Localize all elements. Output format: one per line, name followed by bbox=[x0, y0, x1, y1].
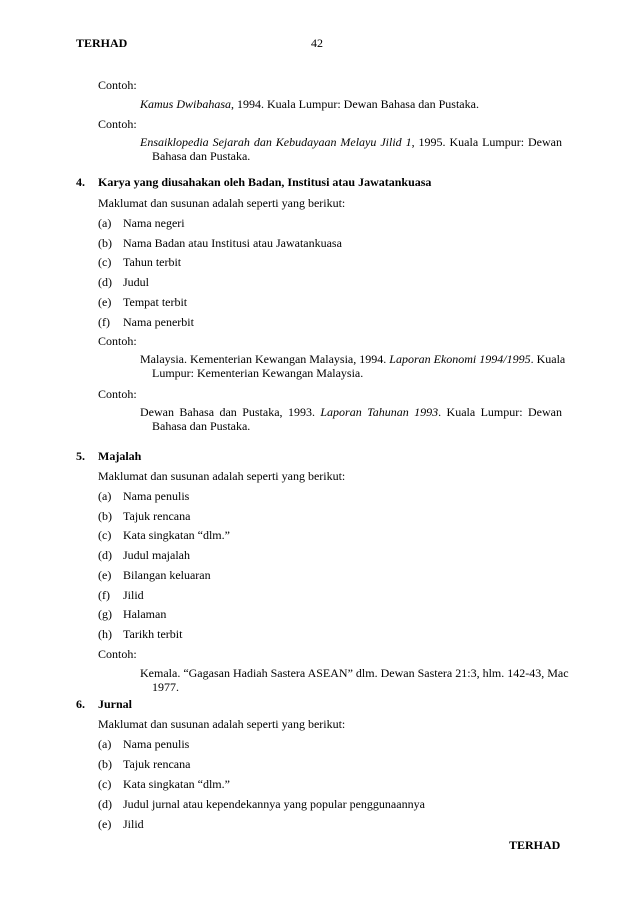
list-item-text: Tajuk rencana bbox=[123, 757, 191, 771]
list-item-text: Kata singkatan “dlm.” bbox=[123, 777, 230, 791]
reference-continuation: Lumpur: Kementerian Kewangan Malaysia. bbox=[152, 366, 364, 380]
list-item-letter: (c) bbox=[98, 528, 112, 542]
example-label: Contoh: bbox=[98, 387, 137, 401]
list-item-letter: (d) bbox=[98, 548, 112, 562]
list-item-letter: (h) bbox=[98, 627, 112, 641]
list-item-text: Judul jurnal atau kependekannya yang popular penggunaannya bbox=[123, 797, 425, 811]
reference-entry bbox=[140, 405, 562, 433]
reference-continuation: Bahasa dan Pustaka. bbox=[152, 149, 251, 163]
list-item-text: Nama penerbit bbox=[123, 315, 194, 329]
list-item-text: Nama penulis bbox=[123, 489, 190, 503]
section-number: 6. bbox=[76, 697, 85, 711]
list-item-letter: (b) bbox=[98, 509, 112, 523]
reference-entry bbox=[140, 97, 479, 111]
list-item-letter: (a) bbox=[98, 737, 112, 751]
reference-title: Laporan Ekonomi 1994/1995 bbox=[389, 352, 531, 366]
reference-continuation: 1977. bbox=[152, 680, 179, 694]
reference-details: , 1995. Kuala Lumpur: Dewan bbox=[411, 135, 563, 149]
reference-continuation: Bahasa dan Pustaka. bbox=[152, 419, 251, 433]
list-item-letter: (d) bbox=[98, 797, 112, 811]
list-item-text: Tarikh terbit bbox=[123, 627, 183, 641]
section-intro: Maklumat dan susunan adalah seperti yang berikut: bbox=[98, 717, 346, 731]
section-heading: Karya yang diusahakan oleh Badan, Institusi atau Jawatankuasa bbox=[98, 175, 432, 189]
example-label: Contoh: bbox=[98, 647, 137, 661]
list-item-text: Nama Badan atau Institusi atau Jawatankuasa bbox=[123, 236, 342, 250]
section-number: 5. bbox=[76, 449, 85, 463]
list-item-letter: (c) bbox=[98, 255, 112, 269]
list-item-letter: (d) bbox=[98, 275, 112, 289]
section-heading: Majalah bbox=[98, 449, 142, 463]
list-item-letter: (a) bbox=[98, 489, 112, 503]
list-item-letter: (e) bbox=[98, 817, 112, 831]
list-item-text: Judul majalah bbox=[123, 548, 190, 562]
list-item-letter: (e) bbox=[98, 295, 112, 309]
reference-details: . Kuala bbox=[530, 352, 566, 366]
reference-title: Kamus Dwibahasa bbox=[140, 97, 232, 111]
reference-author: Dewan Bahasa dan Pustaka, 1993. bbox=[140, 405, 321, 419]
header-classification: TERHAD bbox=[76, 36, 128, 50]
list-item-letter: (f) bbox=[98, 588, 110, 602]
page-number: 42 bbox=[311, 36, 323, 50]
list-item-text: Nama penulis bbox=[123, 737, 190, 751]
list-item-text: Tahun terbit bbox=[123, 255, 182, 269]
example-label: Contoh: bbox=[98, 334, 137, 348]
section-heading: Jurnal bbox=[98, 697, 133, 711]
section-intro: Maklumat dan susunan adalah seperti yang berikut: bbox=[98, 196, 346, 210]
reference-entry bbox=[140, 352, 566, 380]
list-item-letter: (c) bbox=[98, 777, 112, 791]
reference-text: Kemala. “Gagasan Hadiah Sastera ASEAN” dlm. Dewan Sastera 21:3, hlm. 142-43, Mac bbox=[140, 666, 569, 680]
list-item-text: Judul bbox=[123, 275, 150, 289]
list-item-text: Tempat terbit bbox=[123, 295, 188, 309]
list-item-text: Kata singkatan “dlm.” bbox=[123, 528, 230, 542]
list-item-letter: (f) bbox=[98, 315, 110, 329]
reference-details: . Kuala Lumpur: Dewan bbox=[438, 405, 562, 419]
list-item-letter: (b) bbox=[98, 236, 112, 250]
list-item-letter: (e) bbox=[98, 568, 112, 582]
example-label: Contoh: bbox=[98, 117, 137, 131]
list-item-text: Jilid bbox=[123, 817, 144, 831]
list-item-text: Jilid bbox=[123, 588, 144, 602]
example-label: Contoh: bbox=[98, 78, 137, 92]
list-item-letter: (b) bbox=[98, 757, 112, 771]
section-intro: Maklumat dan susunan adalah seperti yang berikut: bbox=[98, 469, 346, 483]
list-item-text: Halaman bbox=[123, 607, 167, 621]
reference-title: Ensaiklopedia Sejarah dan Kebudayaan Melayu Jilid 1 bbox=[140, 135, 412, 149]
reference-entry bbox=[140, 135, 562, 163]
reference-author: Malaysia. Kementerian Kewangan Malaysia, 1994. bbox=[140, 352, 390, 366]
list-item-letter: (a) bbox=[98, 216, 112, 230]
reference-entry bbox=[140, 666, 569, 694]
list-item-text: Bilangan keluaran bbox=[123, 568, 211, 582]
reference-details: , 1994. Kuala Lumpur: Dewan Bahasa dan Pustaka. bbox=[231, 97, 479, 111]
footer-classification: TERHAD bbox=[509, 838, 561, 852]
list-item-letter: (g) bbox=[98, 607, 112, 621]
list-item-text: Nama negeri bbox=[123, 216, 185, 230]
reference-title: Laporan Tahunan 1993 bbox=[320, 405, 439, 419]
section-number: 4. bbox=[76, 175, 85, 189]
list-item-text: Tajuk rencana bbox=[123, 509, 191, 523]
